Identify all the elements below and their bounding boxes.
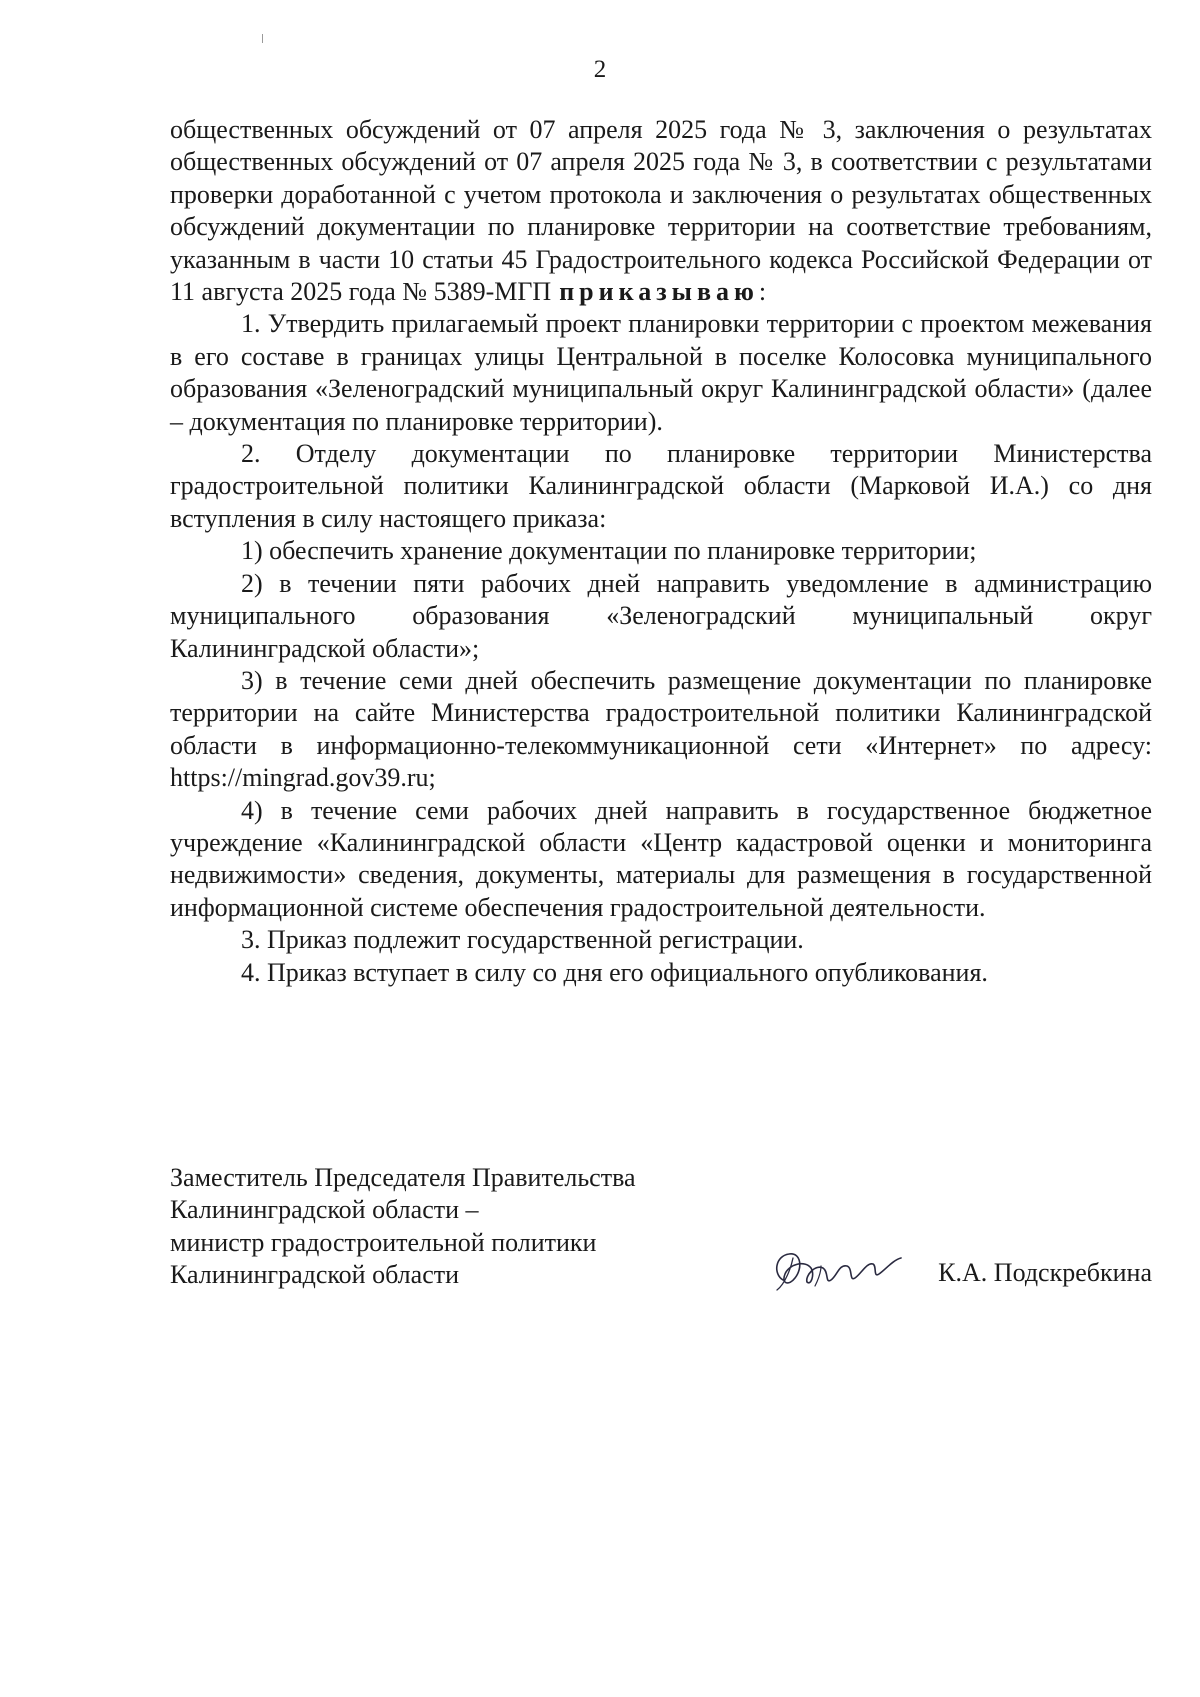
position-line-4: Калининградской области [170, 1260, 460, 1290]
page-number: 2 [593, 56, 607, 83]
paragraph-item-1: 1. Утвердить прилагаемый проект планировки территории с проектом межевания в его составе в границах улицы Центральной в поселке Колосовка муниципального образования «Зеленоградский муниципальный округ Калининградской области» (далее – документация по планировке территории). [170, 309, 1152, 436]
paragraph-item-4: 4. Приказ вступает в силу со дня его официального опубликования. [241, 957, 988, 987]
paragraph-preamble [170, 114, 1152, 308]
document-body [170, 114, 1152, 989]
paragraph-item-2: 2. Отделу документации по планировке территории Министерства градостроительной политики Калининградской области (Марковой И.А.) со дня вступления в силу настоящего приказа: [170, 439, 1152, 533]
handwritten-signature [755, 1238, 905, 1308]
preamble-tail: : [758, 277, 767, 307]
order-keyword: приказываю [559, 277, 759, 307]
preamble-text: общественных обсуждений от 07 апреля 2025 года № 3, заключения о результатах общественных обсуждений от 07 апреля 2025 года № 3, в соответствии с результатами проверки доработанной с учетом протокола и заключения о результатах общественных обсуждений документации по планировке территории на соответствие требованиям, указанным в части 10 статьи 45 Градостроительного кодекса Российской Федерации от 11 августа 2025 года № 5389-МГП [170, 115, 1152, 307]
paragraph-subitem-3: 3) в течение семи дней обеспечить размещение документации по планировке территории на сайте Министерства градостроительной политики Калининградской области в информационно-телекоммуникационной сети «Интернет» по адресу: https://mingrad.gov39.ru; [170, 665, 1152, 793]
scan-speck [262, 34, 263, 43]
position-line-2: Калининградской области – [170, 1195, 479, 1225]
paragraph-subitem-4: 4) в течение семи рабочих дней направить в государственное бюджетное учреждение «Калининградской области «Центр кадастровой оценки и мониторинга недвижимости» сведения, документы, материалы для размещения в государственной информационной системе обеспечения градостроительной деятельности. [170, 795, 1152, 922]
paragraph-subitem-2: 2) в течении пяти рабочих дней направить уведомление в администрацию муниципального образования «Зеленоградский муниципальный округ Калининградской области»; [170, 568, 1152, 663]
paragraph-subitem-1: 1) обеспечить хранение документации по планировке территории; [241, 536, 977, 566]
signatory-position [170, 1162, 730, 1292]
signature-block [170, 1162, 1152, 1322]
paragraph-item-3: 3. Приказ подлежит государственной регистрации. [241, 925, 804, 955]
signatory-name: К.А. Подскребкина [938, 1258, 1152, 1287]
position-line-3: министр градостроительной политики [170, 1227, 597, 1257]
position-line-1: Заместитель Председателя Правительства [170, 1163, 636, 1192]
